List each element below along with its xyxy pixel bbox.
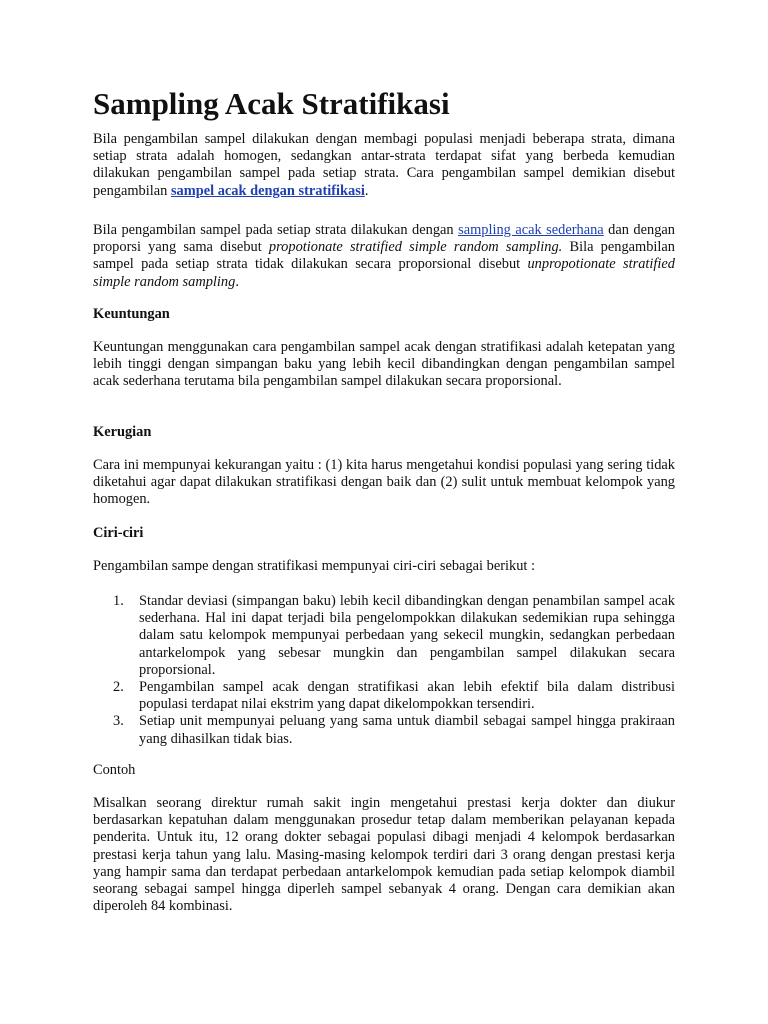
list-item-number: 2. — [113, 679, 124, 696]
stratified-sampling-link[interactable]: sampel acak dengan stratifikasi — [170, 182, 365, 199]
contoh-paragraph: Misalkan seorang direktur rumah sakit ingin mengetahui prestasi kerja dokter dan diukur berdasarkan kepatuhan dalam menggunakan prosedur tetap dalam memberikan pelayanan kepada penderita. Untuk itu, 12 orang dokter sebagai populasi dibagi menjadi 4 kelompok berdasarkan prestasi kerja tahun yang lalu. Masing-masing kelompok terdiri dari 3 orang dengan prestasi kerja yang hampir sama dan terdapat perbedaan antarkelompok kemudian pada setiap kelompok diambil seorang sebagai sampel hingga diperleh sampel sebanyak 4 orang. Dengan cara demikian akan diperoleh 84 kombinasi. — [93, 795, 675, 915]
keuntungan-paragraph: Keuntungan menggunakan cara pengambilan sampel acak dengan stratifikasi adalah ketepatan yang lebih tinggi dengan simpangan baku yang lebih kecil dibandingkan dengan pengambilan sampel acak sederhana terutama bila pengambilan sampel dilakukan secara proporsional. — [93, 339, 675, 390]
proportion-paragraph — [93, 222, 675, 291]
list-item — [93, 713, 675, 747]
list-item — [93, 593, 675, 679]
ciri-ciri-intro: Pengambilan sampe dengan stratifikasi mempunyai ciri-ciri sebagai berikut : — [93, 558, 535, 574]
list-item-number: 1. — [113, 593, 124, 609]
list-item-text: Setiap unit mempunyai peluang yang sama untuk diambil sebagai sampel hingga prakiraan yang dihasilkan tidak bias. — [139, 713, 675, 747]
proportion-text-3: Bila pengambilan sampel pada setiap strata tidak dilakukan secara proporsional disebut — [93, 239, 675, 273]
list-item-number: 3. — [113, 713, 124, 730]
proportion-end: . — [235, 273, 239, 290]
list-item-text: Standar deviasi (simpangan baku) lebih kecil dibandingkan dengan penambilan sampel acak sederhana. Hal ini dapat terjadi bila pengelompokkan dilakukan sedemikian rupa sehingga dalam satu kelompok mempunyai perbedaan yang sekecil mungkin, sedangkan perbedaan antarkelompok yang sebesar mungkin dan pengambilan sampel dilakukan secara proporsional. — [139, 593, 675, 678]
unproportionate-term: unpropotionate stratified simple random sampling — [93, 256, 675, 290]
page-title: Sampling Acak Stratifikasi — [93, 86, 450, 121]
contoh-heading: Contoh — [93, 762, 136, 778]
proportionate-term: propotionate stratified simple random sampling. — [268, 239, 563, 256]
intro-paragraph — [93, 131, 675, 200]
ciri-ciri-heading: Ciri-ciri — [93, 525, 144, 541]
keuntungan-heading: Keuntungan — [93, 306, 170, 322]
proportion-text-1: Bila pengambilan sampel pada setiap strata dilakukan dengan — [93, 222, 459, 238]
list-item — [93, 679, 675, 713]
intro-end: . — [364, 182, 369, 199]
list-item-text: Pengambilan sampel acak dengan stratifikasi akan lebih efektif bila dalam distribusi populasi terdapat nilai ekstrim yang dapat dikelompokkan tersendiri. — [139, 679, 675, 713]
intro-text: Bila pengambilan sampel dilakukan dengan membagi populasi menjadi beberapa strata, dimana setiap strata adalah homogen, sedangkan antar-strata terdapat sifat yang berbeda kemudian dilakukan pengambilan sampel pada setiap strata. Cara pengambilan sampel demikian disebut pengambilan — [93, 131, 675, 199]
ciri-ciri-list — [93, 593, 675, 748]
kerugian-paragraph: Cara ini mempunyai kekurangan yaitu : (1) kita harus mengetahui kondisi populasi yang sering tidak diketahui agar dapat dilakukan stratifikasi dengan baik dan (2) sulit untuk membuat kelompok yang homogen. — [93, 457, 675, 508]
kerugian-heading: Kerugian — [93, 424, 152, 440]
proportion-text-2: dan dengan proporsi yang sama disebut — [93, 222, 675, 256]
simple-random-sampling-link[interactable]: sampling acak sederhana — [458, 222, 604, 238]
